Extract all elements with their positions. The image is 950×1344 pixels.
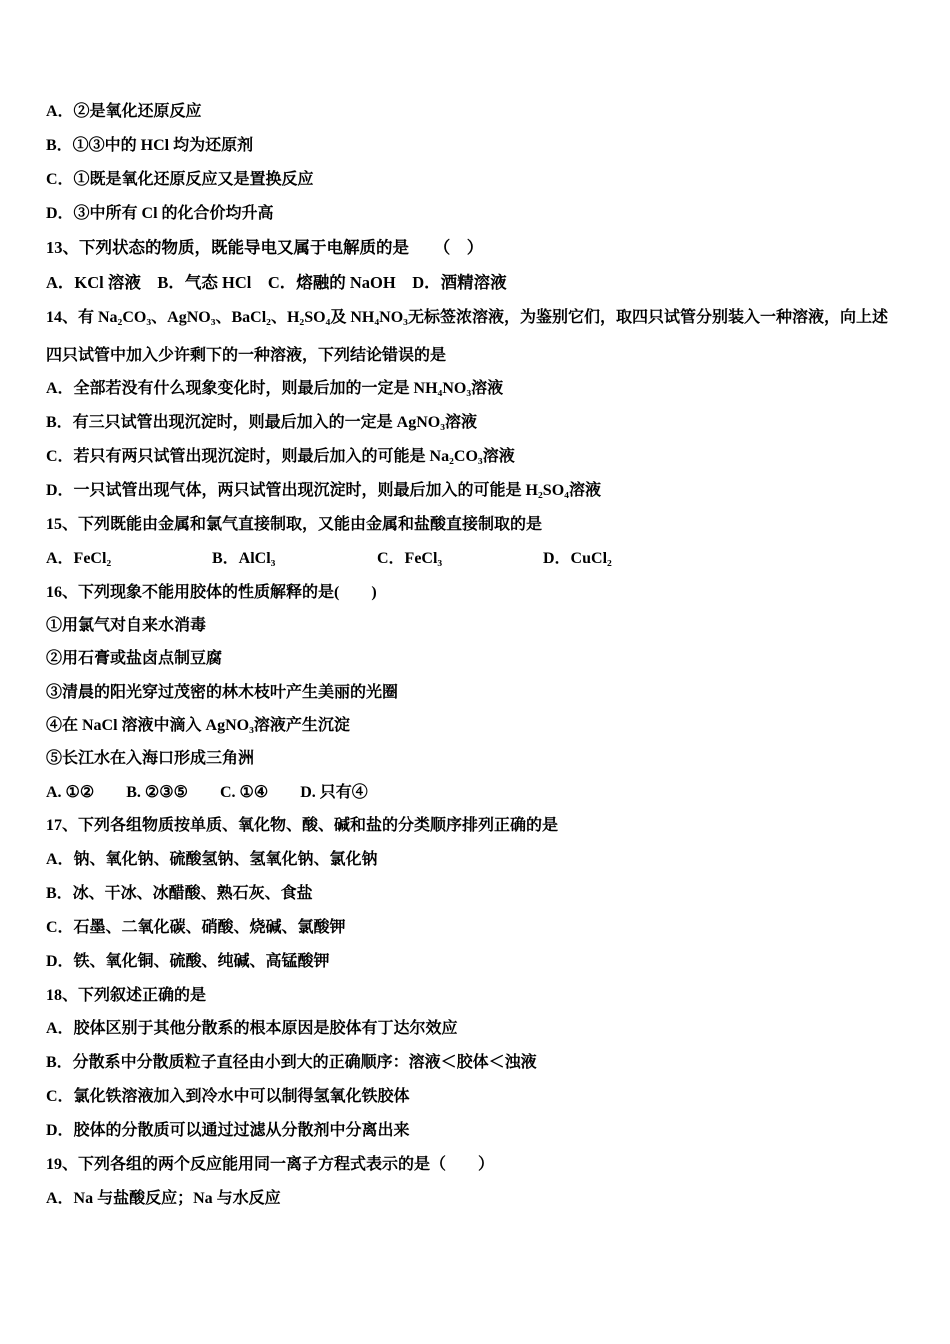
q17-option-b: B．冰、干冰、冰醋酸、熟石灰、食盐 bbox=[46, 885, 313, 902]
q16-item-5: ⑤长江水在入海口形成三角洲 bbox=[46, 750, 255, 767]
q18-stem: 18、下列叙述正确的是 bbox=[46, 987, 207, 1004]
q16-item-3: ③清晨的阳光穿过茂密的林木枝叶产生美丽的光圈 bbox=[46, 684, 399, 701]
q19-option-a: A．Na 与盐酸反应；Na 与水反应 bbox=[46, 1190, 281, 1207]
q12-option-d: D．③中所有 Cl 的化合价均升高 bbox=[46, 205, 274, 222]
q16-item-4: ④在 NaCl 溶液中滴入 AgNO₃溶液产生沉淀 bbox=[46, 717, 350, 734]
q18-option-a: A．胶体区别于其他分散系的根本原因是胶体有丁达尔效应 bbox=[46, 1020, 458, 1037]
q15-stem: 15、下列既能由金属和氯气直接制取，又能由金属和盐酸直接制取的是 bbox=[46, 516, 543, 533]
q12-option-b: B．①③中的 HCl 均为还原剂 bbox=[46, 137, 254, 154]
q18-option-c: C．氯化铁溶液加入到冷水中可以制得氢氧化铁胶体 bbox=[46, 1088, 410, 1105]
q17-option-c: C．石墨、二氧化碳、硝酸、烧碱、氯酸钾 bbox=[46, 919, 346, 936]
q15-option-d: D．CuCl₂ bbox=[543, 550, 612, 567]
q17-option-d: D．铁、氧化铜、硫酸、纯碱、高锰酸钾 bbox=[46, 953, 330, 970]
q19-stem: 19、下列各组的两个反应能用同一离子方程式表示的是（ ） bbox=[46, 1156, 495, 1173]
q14-option-b: B．有三只试管出现沉淀时，则最后加入的一定是 AgNO₃溶液 bbox=[46, 414, 478, 431]
q13-options: A．KCl 溶液 B．气态 HCl C．熔融的 NaOH D．酒精溶液 bbox=[46, 273, 507, 292]
q18-option-b: B．分散系中分散质粒子直径由小到大的正确顺序：溶液＜胶体＜浊液 bbox=[46, 1054, 537, 1071]
q17-stem: 17、下列各组物质按单质、氧化物、酸、碱和盐的分类顺序排列正确的是 bbox=[46, 817, 559, 834]
q14-option-a: A．全部若没有什么现象变化时，则最后加的一定是 NH₄NO₃溶液 bbox=[46, 380, 504, 397]
q15-option-b: B．AlCl₃ bbox=[212, 550, 276, 567]
q14-stem-line2: 四只试管中加入少许剩下的一种溶液，下列结论错误的是 bbox=[46, 347, 447, 364]
q13-stem: 13、下列状态的物质，既能导电又属于电解质的是 （ ） bbox=[46, 238, 484, 257]
q16-item-2: ②用石膏或盐卤点制豆腐 bbox=[46, 650, 223, 667]
q12-option-a: A．②是氧化还原反应 bbox=[46, 103, 202, 120]
q14-option-c: C．若只有两只试管出现沉淀时，则最后加入的可能是 Na₂CO₃溶液 bbox=[46, 448, 515, 465]
q14-stem-line1: 14、有 Na₂CO₃、AgNO₃、BaCl₂、H₂SO₄及 NH₄NO₃无标签浓溶液，为鉴别它们，取四只试管分别装入一种溶液，向上述 bbox=[46, 309, 888, 326]
q16-options: A. ①② B. ②③⑤ C. ①④ D. 只有④ bbox=[46, 784, 368, 801]
q15-option-c: C．FeCl₃ bbox=[377, 550, 443, 567]
q16-stem: 16、下列现象不能用胶体的性质解释的是( ) bbox=[46, 584, 377, 601]
q12-option-c: C．①既是氧化还原反应又是置换反应 bbox=[46, 171, 314, 188]
q18-option-d: D．胶体的分散质可以通过过滤从分散剂中分离出来 bbox=[46, 1122, 410, 1139]
q15-option-a: A．FeCl₂ bbox=[46, 550, 112, 567]
q14-option-d: D．一只试管出现气体，两只试管出现沉淀时，则最后加入的可能是 H₂SO₄溶液 bbox=[46, 482, 601, 499]
q17-option-a: A．钠、氧化钠、硫酸氢钠、氢氧化钠、氯化钠 bbox=[46, 851, 378, 868]
q16-item-1: ①用氯气对自来水消毒 bbox=[46, 617, 207, 634]
